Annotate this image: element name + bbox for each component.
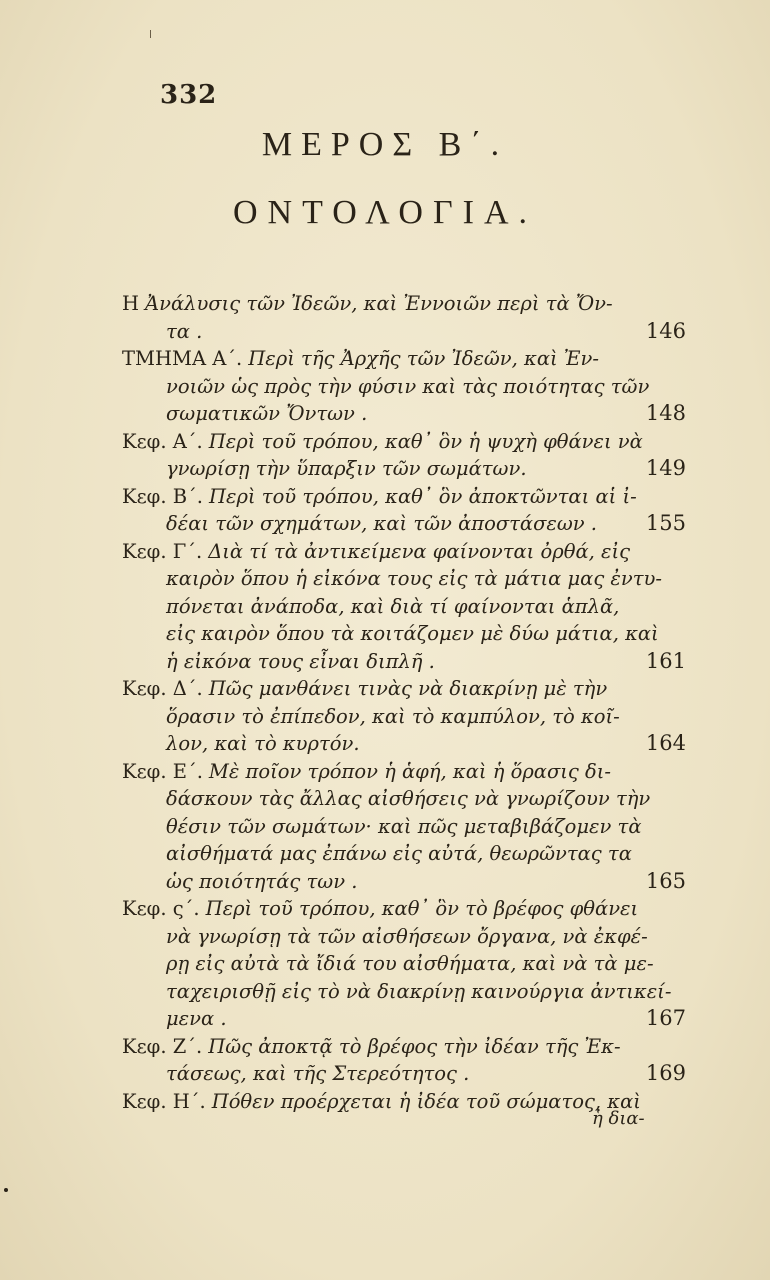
toc-entry-label: Κεφ. Α΄.	[122, 429, 203, 453]
toc-entry-text: Πῶς μανθάνει τινὰς νὰ διακρίνῃ μὲ τὴν	[208, 677, 608, 700]
toc-entry-text: τα .	[166, 319, 203, 343]
toc-entry-line	[122, 565, 692, 593]
toc-entry-line	[122, 400, 692, 428]
toc-entry-label: Κεφ. Γ΄.	[122, 539, 203, 563]
toc-entry-line	[122, 895, 692, 923]
toc-entry-text: ταχειρισθῇ εἰς τὸ νὰ διακρίνῃ καινούργια ἀντικεί-	[166, 979, 672, 1003]
toc-entry-text: ρῃ εἰς αὐτὰ τὰ ἴδιά του αἰσθήματα, καὶ νὰ τὰ με-	[166, 952, 654, 975]
toc-entry	[122, 538, 692, 676]
toc-entry-line	[122, 345, 692, 373]
toc-entry-text: δάσκουν τὰς ἄλλας αἰσθήσεις νὰ γνωρίζουν τὴν	[166, 787, 651, 810]
page-number: 332	[160, 80, 218, 110]
toc-entry-text: καιρὸν ὅπου ἡ εἰκόνα τους εἰς τὰ μάτια μας ἐντυ-	[166, 567, 662, 590]
toc-entry-text: πόνεται ἀνάποδα, καὶ διὰ τί φαίνονται ἁπλᾶ,	[166, 594, 620, 618]
toc-entry-text: νὰ γνωρίσῃ τὰ τῶν αἰσθήσεων ὄργανα, νὰ ἐκφέ-	[166, 924, 648, 948]
toc-entry-line	[122, 1060, 692, 1088]
toc-entry-text: αἰσθήματά μας ἐπάνω εἰς αὐτά, θεωρῶντας τα	[166, 842, 632, 865]
toc-entry	[122, 895, 692, 1033]
toc-entry	[122, 290, 692, 345]
toc-entry-line	[122, 675, 692, 703]
toc-entry-line	[122, 950, 692, 978]
toc-entry-line	[122, 373, 692, 401]
toc-entry-line	[122, 648, 692, 676]
toc-entry	[122, 483, 692, 538]
toc-entry	[122, 428, 692, 483]
toc-entry-line	[122, 1033, 692, 1061]
toc-entry-text: Μὲ ποῖον τρόπον ἡ ἁφή, καὶ ἡ ὅρασις δι-	[208, 759, 612, 783]
toc-page-reference: 148	[645, 401, 686, 425]
ink-speck	[4, 1188, 8, 1192]
toc-entry	[122, 758, 692, 896]
table-of-contents	[122, 290, 692, 1115]
catchword: ἡ δια-	[592, 1108, 645, 1129]
toc-entry-line	[122, 1005, 692, 1033]
toc-entry-line	[122, 923, 692, 951]
toc-entry-line	[122, 703, 692, 731]
toc-entry-line	[122, 758, 692, 786]
toc-entry-text: Περὶ τοῦ τρόπου, καθ᾽ ὃν τὸ βρέφος φθάνει	[205, 897, 639, 920]
toc-page-reference: 155	[645, 511, 686, 535]
toc-entry-line	[122, 978, 692, 1006]
toc-entry-text: Περὶ τοῦ τρόπου, καθ᾽ ὃν ἡ ψυχὴ φθάνει νὰ	[208, 429, 643, 453]
toc-entry-line	[122, 538, 692, 566]
toc-entry-line	[122, 483, 692, 511]
toc-entry-text: ὅρασιν τὸ ἐπίπεδον, καὶ τὸ καμπύλον, τὸ κοῖ-	[166, 704, 620, 728]
toc-entry-line	[122, 428, 692, 456]
toc-entry-text: Ἀνάλυσις τῶν Ἰδεῶν, καὶ Ἐννοιῶν περὶ τὰ Ὄν-	[145, 292, 613, 315]
toc-entry-text: σωματικῶν Ὄντων .	[166, 402, 368, 425]
toc-entry-text: ἡ εἰκόνα τους εἶναι διπλῆ .	[166, 649, 435, 673]
toc-entry-text: ὡς ποιότητάς των .	[166, 869, 358, 893]
toc-entry-label: Η	[122, 292, 140, 315]
toc-entry-text: Πόθεν προέρχεται ἡ ἰδέα τοῦ σώματος, καὶ	[211, 1089, 641, 1113]
toc-entry-line	[122, 813, 692, 841]
toc-entry-text: τάσεως, καὶ τῆς Στερεότητος .	[166, 1062, 470, 1085]
toc-page-reference: 146	[645, 318, 686, 343]
toc-page-reference: 149	[645, 456, 686, 480]
toc-entry-label: Κεφ. Β΄.	[122, 484, 203, 508]
toc-entry-line	[122, 620, 692, 648]
toc-entry-label: Κεφ. Η΄.	[122, 1089, 206, 1113]
part-title: ΜΕΡΟΣ Β΄.	[261, 126, 509, 163]
toc-page-reference: 164	[645, 731, 686, 755]
toc-entry	[122, 345, 692, 428]
toc-entry-text: Περὶ τῆς Ἀρχῆς τῶν Ἰδεῶν, καὶ Ἐν-	[248, 347, 599, 370]
toc-entry-line	[122, 290, 692, 318]
toc-entry-text: Πῶς ἀποκτᾷ τὸ βρέφος τὴν ἰδέαν τῆς Ἐκ-	[208, 1034, 621, 1058]
toc-entry-text: Περὶ τοῦ τρόπου, καθ᾽ ὃν ἀποκτῶνται αἱ ἰ-	[209, 484, 637, 508]
toc-entry-label: Κεφ. Δ΄.	[122, 677, 203, 700]
toc-entry-text: θέσιν τῶν σωμάτων· καὶ πῶς μεταβιβάζομεν τὰ	[166, 814, 642, 838]
toc-entry-line	[122, 593, 692, 621]
toc-page-reference: 167	[645, 1006, 686, 1030]
section-title: ΟΝΤΟΛΟΓΙΑ.	[232, 194, 538, 231]
toc-page-reference: 165	[645, 868, 686, 893]
toc-entry-text: μενα .	[166, 1007, 227, 1030]
toc-entry-label: Κεφ. Ζ΄.	[122, 1034, 203, 1058]
toc-entry-label: Κεφ. Ε΄.	[122, 759, 203, 783]
toc-entry	[122, 675, 692, 758]
toc-entry-line	[122, 840, 692, 868]
toc-entry-text: εἰς καιρὸν ὅπου τὰ κοιτάζομεν μὲ δύω μάτια, καὶ	[166, 622, 659, 645]
toc-entry	[122, 1033, 692, 1088]
toc-entry-line	[122, 785, 692, 813]
toc-entry-line	[122, 730, 692, 758]
toc-entry-line	[122, 510, 692, 538]
toc-entry-text: γνωρίσῃ τὴν ὕπαρξιν τῶν σωμάτων.	[166, 457, 527, 480]
toc-entry-line	[122, 868, 692, 896]
toc-entry-text: λον, καὶ τὸ κυρτόν.	[166, 732, 360, 755]
toc-entry-text: δέαι τῶν σχημάτων, καὶ τῶν ἀποστάσεων .	[166, 512, 598, 535]
toc-entry-text: Διὰ τί τὰ ἀντικείμενα φαίνονται ὀρθά, εἰς	[208, 539, 631, 563]
toc-page-reference: 169	[645, 1061, 686, 1085]
toc-entry-label: ΤΜΗΜΑ Α΄.	[122, 347, 243, 370]
toc-page-reference: 161	[645, 648, 686, 673]
ink-mark	[150, 30, 151, 38]
toc-entry-line	[122, 318, 692, 346]
toc-entry-text: νοιῶν ὡς πρὸς τὴν φύσιν καὶ τὰς ποιότητας τῶν	[166, 374, 650, 398]
toc-entry-line	[122, 455, 692, 483]
toc-entry-label: Κεφ. ς΄.	[122, 897, 200, 920]
